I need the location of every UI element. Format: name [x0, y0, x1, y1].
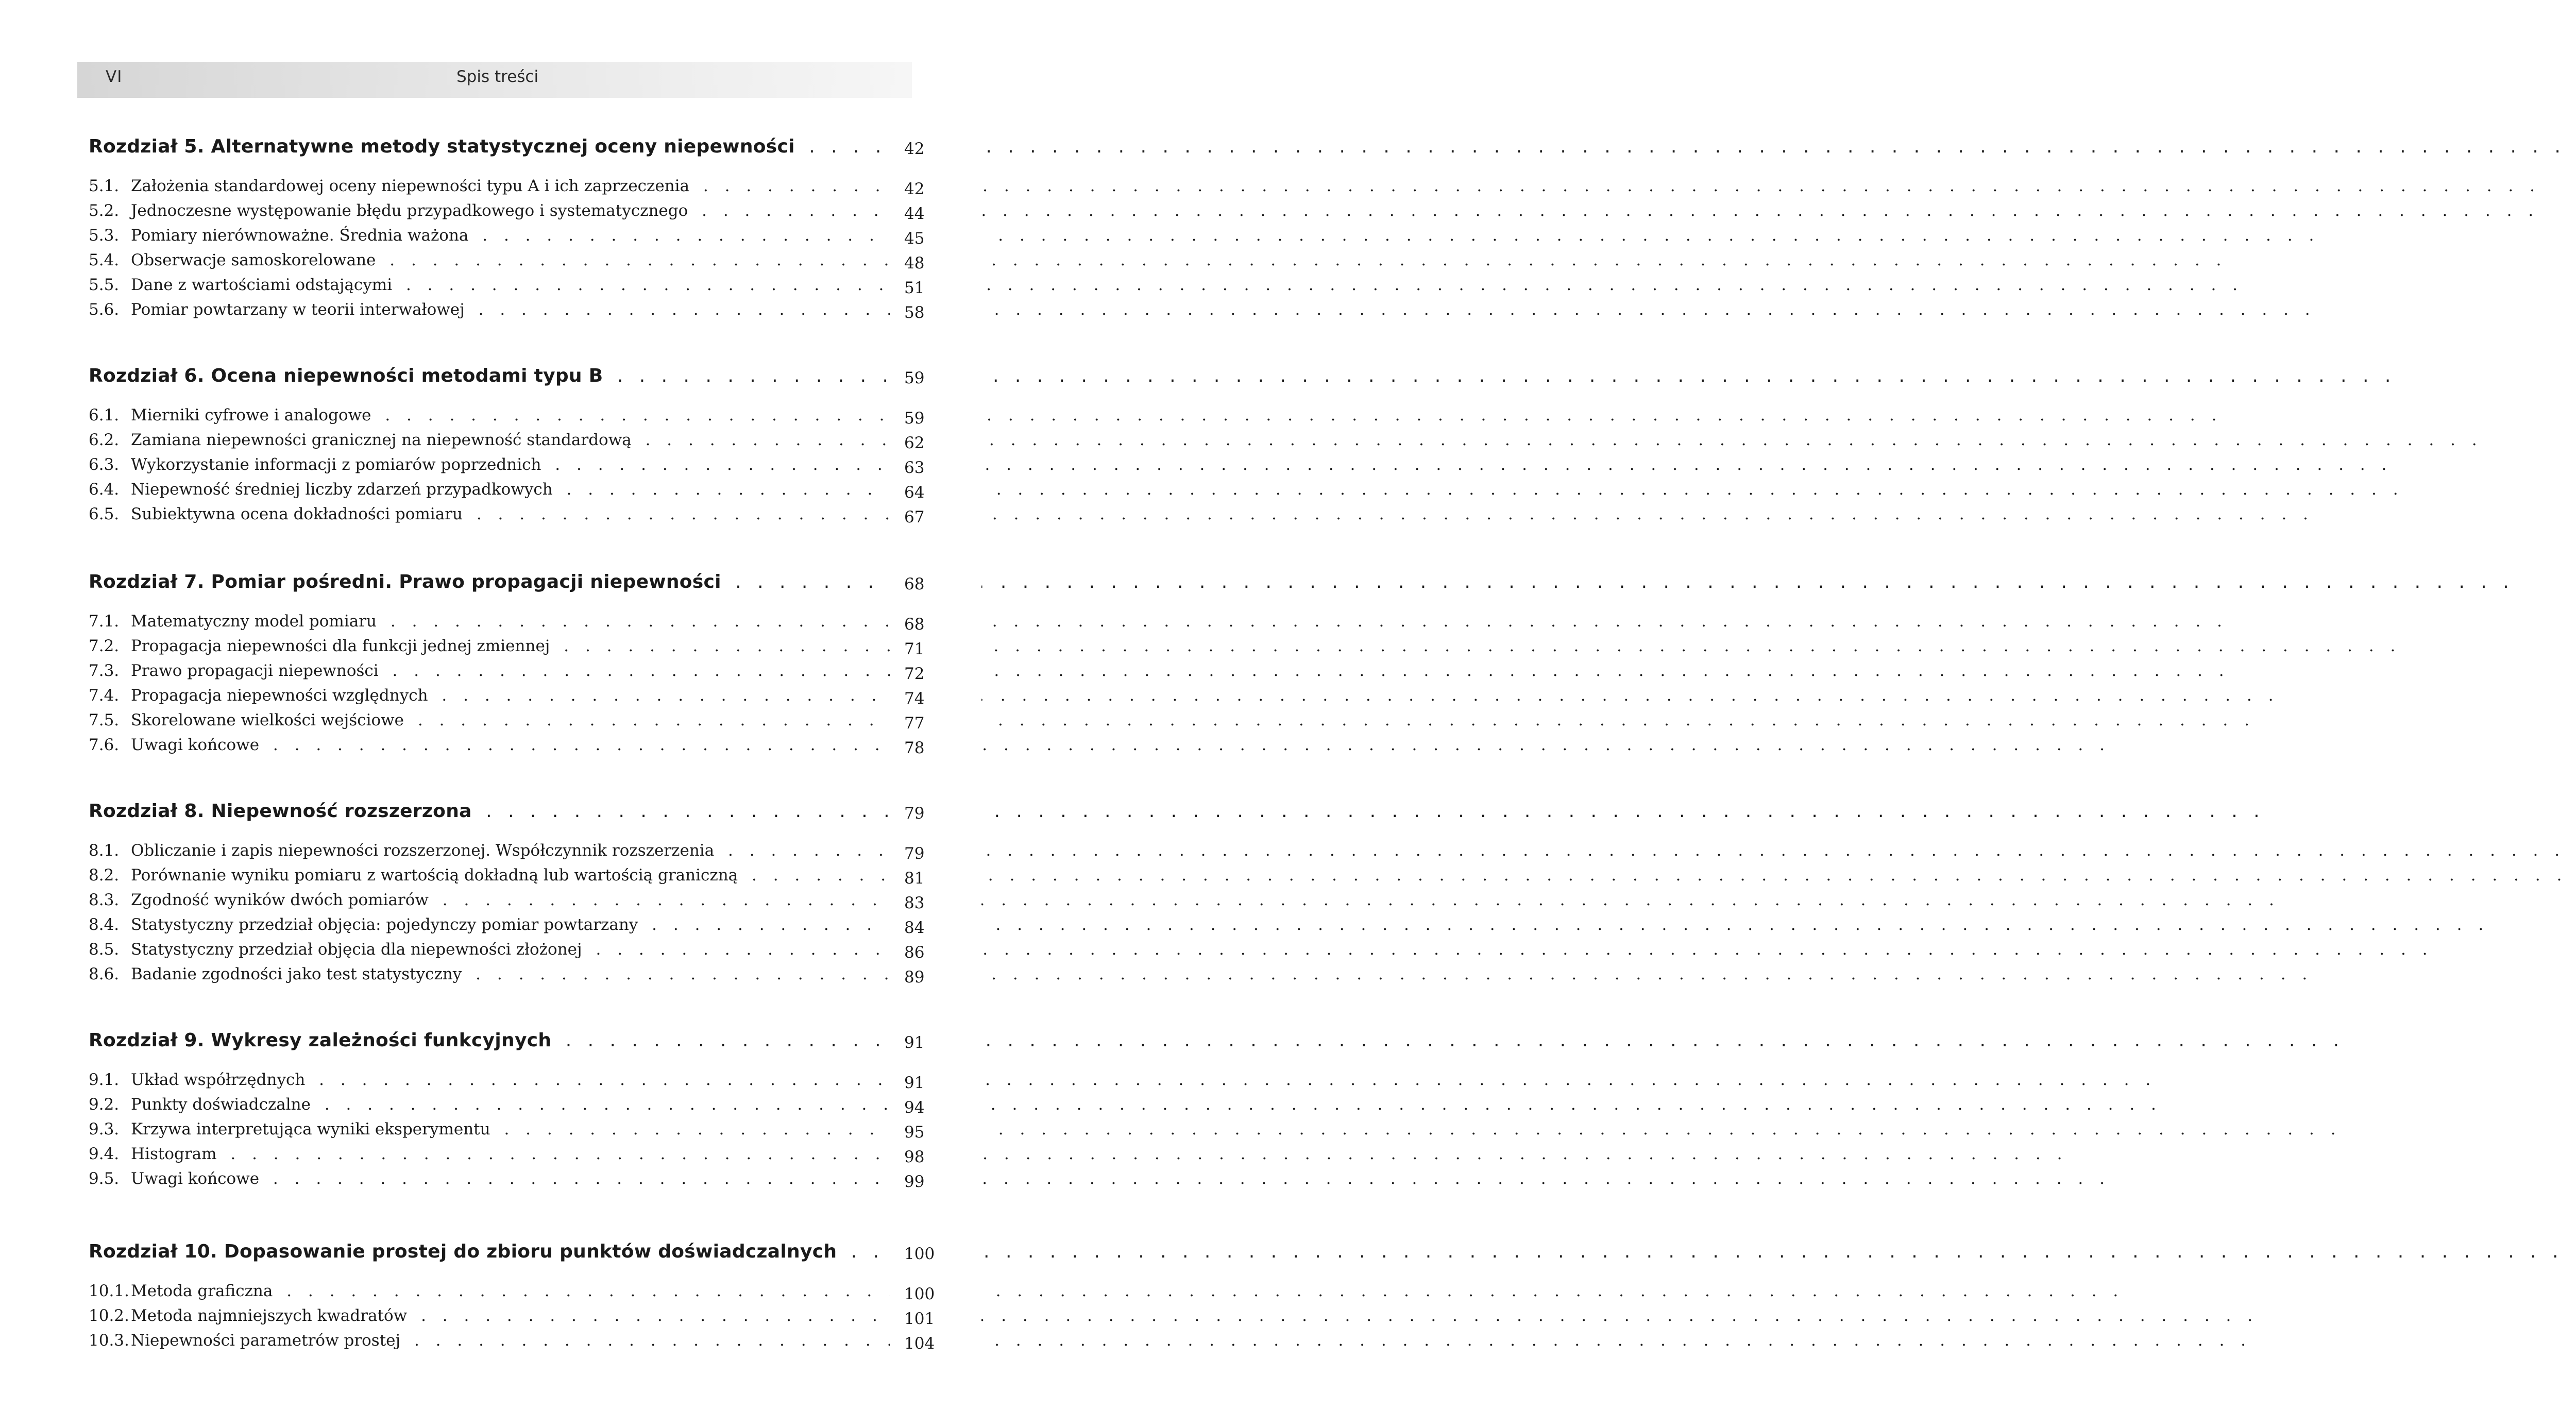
toc-entry[interactable] — [89, 1328, 935, 1353]
page-number: VI — [106, 67, 123, 86]
chapter-heading[interactable] — [89, 131, 925, 162]
chapter-title: Rozdział 9. Wykresy zależności funkcyjnych . . . — [89, 1025, 890, 1056]
section-number: 8.5. — [89, 940, 120, 959]
section-title: Matematyczny model pomiaru . . . — [131, 609, 890, 634]
section-page: 89 — [890, 965, 981, 990]
section-page: 81 — [890, 866, 981, 891]
section-number: 6.2. — [89, 431, 120, 449]
toc-entry[interactable] — [89, 248, 925, 273]
toc-entry[interactable] — [89, 708, 925, 733]
chapter-title: Rozdział 5. Alternatywne metody statystycznej oceny niepewności . . . — [89, 131, 890, 162]
section-page: 100 — [890, 1282, 981, 1306]
section-page: 99 — [890, 1169, 981, 1194]
section-title: Skorelowane wielkości wejściowe . . . — [131, 708, 890, 733]
toc-entry[interactable] — [89, 1142, 925, 1166]
toc-chapter-9 — [89, 1025, 925, 1191]
toc-entry[interactable] — [89, 863, 925, 888]
section-title: Prawo propagacji niepewności . . . — [131, 658, 890, 683]
chapter-heading[interactable] — [89, 361, 925, 392]
section-page: 78 — [890, 736, 981, 760]
chapter-page: 79 — [890, 798, 981, 829]
chapter-page: 100 — [890, 1238, 981, 1269]
chapter-title: Rozdział 7. Pomiar pośredni. Prawo propagacji niepewności . . . — [89, 567, 890, 598]
toc-chapter-8 — [89, 796, 925, 987]
section-title: Niepewność średniej liczby zdarzeń przypadkowych . . . — [131, 477, 890, 502]
section-number: 7.6. — [89, 736, 120, 754]
section-title: Uwagi końcowe . . . — [131, 1166, 890, 1191]
section-title: Jednoczesne występowanie błędu przypadkowego i systematycznego . . . — [131, 198, 890, 223]
toc-entry[interactable] — [89, 477, 925, 502]
section-page: 95 — [890, 1120, 981, 1145]
section-title: Uwagi końcowe . . . — [131, 733, 890, 757]
toc-entry[interactable] — [89, 273, 925, 297]
toc-entry[interactable] — [89, 1117, 925, 1142]
section-title: Obliczanie i zapis niepewności rozszerzonej. Współczynnik rozszerzenia . . . — [131, 838, 890, 863]
toc-entry[interactable] — [89, 502, 925, 526]
section-page: 58 — [890, 300, 981, 325]
section-page: 104 — [890, 1331, 981, 1356]
section-title: Niepewności parametrów prostej . . . — [131, 1328, 890, 1353]
section-page: 48 — [890, 251, 981, 276]
section-title: Histogram . . . — [131, 1142, 890, 1166]
section-page: 94 — [890, 1095, 981, 1120]
section-number: 10.2. — [89, 1306, 129, 1325]
section-page: 74 — [890, 686, 981, 711]
section-page: 72 — [890, 661, 981, 686]
toc-entry[interactable] — [89, 733, 925, 757]
toc-chapter-6 — [89, 361, 925, 526]
section-title: Krzywa interpretująca wyniki eksperymentu . . . — [131, 1117, 890, 1142]
toc-entry[interactable] — [89, 838, 925, 863]
section-number: 7.1. — [89, 612, 120, 631]
section-number: 6.3. — [89, 455, 120, 474]
section-title: Pomiar powtarzany w teorii interwałowej . . . — [131, 297, 890, 322]
section-title: Wykorzystanie informacji z pomiarów poprzednich . . . — [131, 452, 890, 477]
section-number: 7.3. — [89, 661, 120, 680]
section-page: 64 — [890, 480, 981, 505]
section-title: Obserwacje samoskorelowane . . . — [131, 248, 890, 273]
toc-entry[interactable] — [89, 1092, 925, 1117]
chapter-page: 91 — [890, 1027, 981, 1058]
section-title: Metoda najmniejszych kwadratów . . . — [131, 1303, 890, 1328]
section-page: 67 — [890, 505, 981, 530]
section-title: Zgodność wyników dwóch pomiarów . . . — [131, 888, 890, 912]
chapter-title: Rozdział 6. Ocena niepewności metodami typu B . . . — [89, 361, 890, 392]
section-number: 5.1. — [89, 177, 120, 195]
section-title: Statystyczny przedział objęcia: pojedynczy pomiar powtarzany . . . — [131, 912, 890, 937]
section-number: 9.2. — [89, 1095, 120, 1114]
section-number: 8.1. — [89, 841, 120, 860]
section-title: Badanie zgodności jako test statystyczny . . . — [131, 962, 890, 987]
section-page: 59 — [890, 406, 981, 431]
section-page: 91 — [890, 1071, 981, 1095]
section-number: 6.1. — [89, 406, 120, 424]
toc-entry[interactable] — [89, 1067, 925, 1092]
section-title: Pomiary nierównoważne. Średnia ważona . . . — [131, 223, 890, 248]
section-number: 5.5. — [89, 276, 120, 294]
section-number: 8.6. — [89, 965, 120, 983]
section-number: 10.3. — [89, 1331, 129, 1350]
section-page: 77 — [890, 711, 981, 736]
chapter-title: Rozdział 8. Niepewność rozszerzona . . . — [89, 796, 890, 827]
toc-chapter-5 — [89, 131, 925, 322]
section-page: 42 — [890, 177, 981, 201]
chapter-heading[interactable] — [89, 1025, 925, 1056]
chapter-page: 42 — [890, 133, 981, 164]
section-page: 51 — [890, 276, 981, 300]
section-title: Układ współrzędnych . . . — [131, 1067, 890, 1092]
section-page: 98 — [890, 1145, 981, 1169]
section-number: 9.4. — [89, 1145, 120, 1163]
toc-entry[interactable] — [89, 1303, 935, 1328]
section-number: 8.2. — [89, 866, 120, 885]
toc-entry[interactable] — [89, 609, 925, 634]
section-page: 71 — [890, 637, 981, 661]
toc-entry[interactable] — [89, 1279, 935, 1303]
section-page: 79 — [890, 841, 981, 866]
section-number: 6.4. — [89, 480, 120, 499]
toc-entry[interactable] — [89, 683, 925, 708]
toc-entry[interactable] — [89, 634, 925, 658]
section-title: Metoda graficzna . . . — [131, 1279, 890, 1303]
toc-entry[interactable] — [89, 937, 925, 962]
section-number: 7.2. — [89, 637, 120, 655]
section-page: 63 — [890, 455, 981, 480]
section-page: 44 — [890, 201, 981, 226]
section-page: 68 — [890, 612, 981, 637]
section-title: Punkty doświadczalne . . . — [131, 1092, 890, 1117]
section-number: 10.1. — [89, 1282, 129, 1300]
toc-entry[interactable] — [89, 1166, 925, 1191]
chapter-page: 59 — [890, 363, 981, 394]
toc-entry[interactable] — [89, 174, 925, 198]
section-number: 5.3. — [89, 226, 120, 245]
toc-entry[interactable] — [89, 452, 925, 477]
section-page: 101 — [890, 1306, 981, 1331]
chapter-heading[interactable] — [89, 1236, 935, 1267]
chapter-page: 68 — [890, 569, 981, 600]
section-number: 9.3. — [89, 1120, 120, 1139]
toc-entry[interactable] — [89, 403, 925, 428]
toc-entry[interactable] — [89, 223, 925, 248]
section-number: 8.3. — [89, 891, 120, 909]
section-number: 5.6. — [89, 300, 120, 319]
section-number: 7.4. — [89, 686, 120, 705]
chapter-heading[interactable] — [89, 796, 925, 827]
section-page: 83 — [890, 891, 981, 915]
section-page: 62 — [890, 431, 981, 455]
running-head-title: Spis treści — [456, 67, 539, 86]
section-page: 86 — [890, 940, 981, 965]
section-title: Propagacja niepewności względnych . . . — [131, 683, 890, 708]
toc-entry[interactable] — [89, 198, 925, 223]
section-title: Subiektywna ocena dokładności pomiaru . . . — [131, 502, 890, 526]
section-title: Mierniki cyfrowe i analogowe . . . — [131, 403, 890, 428]
section-number: 9.5. — [89, 1169, 120, 1188]
section-title: Założenia standardowej oceny niepewności typu A i ich zaprzeczenia . . . — [131, 174, 890, 198]
toc-entry[interactable] — [89, 428, 925, 452]
section-page: 84 — [890, 915, 981, 940]
section-number: 5.4. — [89, 251, 120, 269]
toc-entry[interactable] — [89, 658, 925, 683]
toc-chapter-7 — [89, 567, 925, 757]
section-page: 45 — [890, 226, 981, 251]
toc-entry[interactable] — [89, 962, 925, 987]
section-number: 6.5. — [89, 505, 120, 523]
chapter-heading[interactable] — [89, 567, 925, 598]
toc-chapter-10 — [89, 1236, 935, 1353]
section-title: Statystyczny przedział objęcia dla niepewności złożonej . . . — [131, 937, 890, 962]
section-title: Propagacja niepewności dla funkcji jednej zmiennej . . . — [131, 634, 890, 658]
section-number: 8.4. — [89, 915, 120, 934]
section-title: Porównanie wyniku pomiaru z wartością dokładną lub wartością graniczną . . . — [131, 863, 890, 888]
toc-entry[interactable] — [89, 888, 925, 912]
toc-entry[interactable] — [89, 297, 925, 322]
chapter-title: Rozdział 10. Dopasowanie prostej do zbioru punktów doświadczalnych . . . — [89, 1236, 890, 1267]
section-title: Zamiana niepewności granicznej na niepewność standardową . . . — [131, 428, 890, 452]
section-number: 5.2. — [89, 201, 120, 220]
section-number: 9.1. — [89, 1071, 120, 1089]
section-number: 7.5. — [89, 711, 120, 729]
section-title: Dane z wartościami odstającymi . . . — [131, 273, 890, 297]
toc-entry[interactable] — [89, 912, 925, 937]
